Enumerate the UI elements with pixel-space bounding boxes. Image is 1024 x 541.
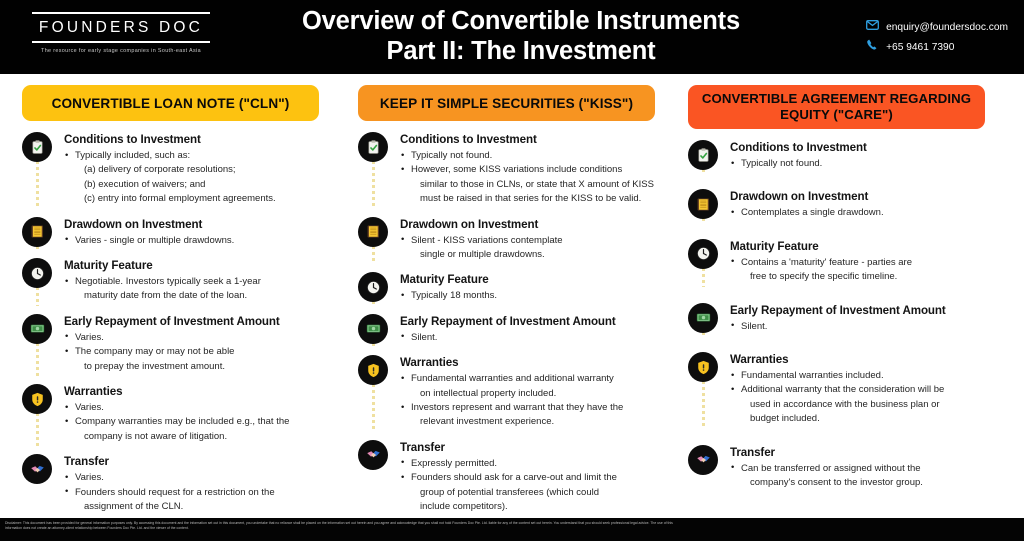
money-icon [22, 314, 52, 344]
timeline-rail [22, 257, 54, 304]
list-item-body [390, 131, 680, 207]
point: • Typically not found. [400, 149, 680, 163]
item-points [400, 149, 680, 207]
column-cln-items [22, 131, 340, 515]
point: assignment of the CLN. [84, 501, 184, 513]
item-title: Drawdown on Investment [400, 217, 539, 231]
point: • Fundamental warranties and additional warranty [400, 372, 680, 386]
list-item [22, 257, 340, 304]
timeline-connector [36, 161, 39, 209]
disclaimer-footer [0, 518, 1024, 541]
point: • Varies. [64, 471, 340, 485]
point: group of potential transferees (which could [420, 486, 600, 498]
item-title: Drawdown on Investment [64, 217, 203, 231]
list-item-body [390, 313, 680, 345]
point: (c) entry into formal employment agreements. [84, 193, 276, 205]
brand-name: FOUNDERS DOC [38, 19, 204, 36]
ledger-book-icon [358, 217, 388, 247]
list-item [358, 313, 680, 345]
point: company's consent to the investor group. [750, 477, 923, 489]
point: include competitors). [420, 501, 508, 513]
page-header [0, 0, 1024, 74]
clock-icon [688, 239, 718, 269]
column-care-header-line1: CONVERTIBLE AGREEMENT REGARDING [701, 91, 972, 106]
timeline-rail [22, 216, 54, 248]
handshake-icon [688, 445, 718, 475]
point: • Silent. [730, 320, 1024, 334]
item-title: Transfer [64, 455, 109, 469]
timeline-rail [688, 444, 720, 491]
point: on intellectual property included. [420, 387, 557, 399]
point: • Negotiable. Investors typically seek a 1-year [64, 275, 340, 289]
list-item-body [720, 302, 1024, 334]
timeline-connector [372, 384, 375, 432]
list-item [22, 313, 340, 374]
item-points [730, 206, 1024, 220]
page-title [236, 6, 806, 66]
column-care-header [688, 85, 985, 129]
contact-phone-text: +65 9461 7390 [886, 42, 955, 53]
list-item [688, 302, 1024, 334]
item-points [730, 256, 1024, 285]
list-item [22, 216, 340, 248]
timeline-connector [372, 246, 375, 265]
point: • Typically included, such as: [64, 149, 340, 163]
timeline-rail [688, 351, 720, 427]
item-title: Early Repayment of Investment Amount [64, 314, 280, 328]
item-title: Conditions to Investment [64, 133, 201, 146]
timeline-rail [22, 313, 54, 374]
column-cln [0, 85, 340, 518]
timeline-connector [372, 301, 375, 305]
point: • The company may or may not be able [64, 345, 340, 359]
point: • Company warranties may be included e.g., that the [64, 415, 340, 429]
item-title: Maturity Feature [64, 259, 153, 273]
list-item-body [54, 257, 340, 304]
list-item [688, 139, 1024, 171]
contact-block [866, 20, 1008, 60]
timeline-rail [358, 271, 390, 303]
clipboard-check-icon [22, 132, 52, 162]
list-item-body [54, 131, 340, 207]
column-kiss-header: KEEP IT SIMPLE SECURITIES ("KISS") [358, 85, 655, 121]
ledger-book-icon [688, 189, 718, 219]
point: • Founders should request for a restriction on the [64, 486, 340, 500]
item-points [64, 471, 340, 514]
list-item [358, 439, 680, 515]
item-points [400, 234, 680, 263]
timeline-connector [702, 268, 705, 287]
list-item [358, 354, 680, 430]
item-title: Warranties [730, 353, 789, 367]
list-item [688, 351, 1024, 427]
money-icon [688, 303, 718, 333]
brand-tagline: The resource for early stage companies in South-east Asia [41, 48, 201, 54]
list-item-body [720, 188, 1024, 220]
timeline-rail [22, 131, 54, 207]
column-cln-header: CONVERTIBLE LOAN NOTE ("CLN") [22, 85, 319, 121]
item-title: Warranties [400, 356, 459, 370]
brand-rule-bottom [32, 41, 210, 43]
shield-warning-icon [358, 355, 388, 385]
column-kiss [340, 85, 680, 518]
disclaimer-line2: information does not create an attorney-client relationship between Founders Doc Pte. Ltd. and the viewer of the content. [5, 526, 189, 531]
timeline-connector [372, 161, 375, 209]
item-title: Maturity Feature [400, 273, 489, 287]
list-item-body [54, 216, 340, 248]
item-title: Maturity Feature [730, 239, 819, 253]
timeline-connector [702, 381, 705, 429]
timeline-rail [358, 354, 390, 430]
timeline-rail [688, 302, 720, 334]
column-kiss-items [358, 131, 680, 515]
item-points [400, 372, 680, 430]
timeline-rail [688, 139, 720, 171]
point: • Silent - KISS variations contemplate [400, 234, 680, 248]
item-points [730, 462, 1024, 491]
columns-container [0, 74, 1024, 518]
point: single or multiple drawdowns. [420, 249, 545, 261]
ledger-book-icon [22, 217, 52, 247]
contact-email-text: enquiry@foundersdoc.com [886, 22, 1008, 33]
timeline-rail [688, 188, 720, 220]
item-title: Warranties [64, 385, 123, 399]
list-item [358, 271, 680, 303]
list-item [358, 131, 680, 207]
item-points [64, 234, 340, 248]
item-points [730, 320, 1024, 334]
column-care [680, 85, 1024, 518]
timeline-connector [702, 218, 705, 222]
point: • Fundamental warranties included. [730, 369, 1024, 383]
timeline-rail [22, 453, 54, 514]
handshake-icon [358, 440, 388, 470]
list-item [22, 131, 340, 207]
point: • Contains a 'maturity' feature - parties are [730, 256, 1024, 270]
point: similar to those in CLNs, or state that X amount of KISS [420, 178, 654, 190]
clock-icon [22, 258, 52, 288]
timeline-rail [358, 439, 390, 515]
point: company is not aware of litigation. [84, 430, 228, 442]
point: • However, some KISS variations include conditions [400, 163, 680, 177]
point: (a) delivery of corporate resolutions; [84, 164, 236, 176]
timeline-rail [22, 383, 54, 444]
shield-warning-icon [688, 352, 718, 382]
point: relevant investment experience. [420, 416, 555, 428]
envelope-icon [866, 20, 879, 36]
list-item-body [720, 351, 1024, 427]
column-care-header-line2: EQUITY ("CARE") [780, 107, 893, 122]
timeline-rail [358, 313, 390, 345]
point: must be raised in that series for the KISS to be valid. [420, 193, 642, 205]
list-item [358, 216, 680, 263]
column-care-items [688, 139, 1024, 490]
item-title: Transfer [730, 445, 775, 459]
point: • Can be transferred or assigned without the [730, 462, 1024, 476]
phone-icon [866, 39, 879, 57]
point: • Silent. [400, 331, 680, 345]
disclaimer-line1: Disclaimer: This document has been provided for general information purposes only. By accessing this document and the information set out in this document, you undertake that no reliance shall be placed on the information set out herein and you agree and acknowledge that you shall not hold Founders Doc Pte. Ltd. liable for any of the content set out herein. You understand that you should seek professional legal advice. The use of this [5, 521, 673, 525]
item-points [730, 369, 1024, 427]
point: to prepay the investment amount. [84, 360, 225, 372]
item-points [64, 275, 340, 304]
item-points [64, 149, 340, 207]
clipboard-check-icon [358, 132, 388, 162]
point: free to specify the specific timeline. [750, 271, 898, 283]
item-points [400, 331, 680, 345]
timeline-rail [358, 131, 390, 207]
list-item-body [720, 444, 1024, 491]
timeline-connector [36, 413, 39, 446]
list-item [22, 383, 340, 444]
point: • Typically not found. [730, 157, 1024, 171]
list-item-body [720, 139, 1024, 171]
list-item-body [54, 313, 340, 374]
page-title-line2: Part II: The Investment [386, 37, 656, 65]
item-points [400, 457, 680, 515]
money-icon [358, 314, 388, 344]
item-points [64, 401, 340, 444]
point: • Varies - single or multiple drawdowns. [64, 234, 340, 248]
brand-logo [26, 12, 216, 54]
contact-phone[interactable] [866, 39, 1008, 57]
item-title: Transfer [400, 440, 445, 454]
point: • Founders should ask for a carve-out and limit the [400, 471, 680, 485]
page-title-line1: Overview of Convertible Instruments [302, 7, 740, 35]
item-points [730, 157, 1024, 171]
list-item-body [390, 271, 680, 303]
list-item-body [390, 354, 680, 430]
shield-warning-icon [22, 384, 52, 414]
item-title: Early Repayment of Investment Amount [400, 314, 616, 328]
list-item-body [390, 216, 680, 263]
point: used in accordance with the business plan or [750, 398, 940, 410]
clock-icon [358, 272, 388, 302]
point: • Contemplates a single drawdown. [730, 206, 1024, 220]
contact-email[interactable] [866, 20, 1008, 36]
timeline-rail [688, 238, 720, 285]
point: budget included. [750, 413, 820, 425]
list-item-body [54, 453, 340, 514]
point: • Additional warranty that the consideration will be [730, 383, 1024, 397]
item-points [400, 289, 680, 303]
item-title: Early Repayment of Investment Amount [730, 303, 946, 317]
list-item [688, 188, 1024, 220]
point: • Expressly permitted. [400, 457, 680, 471]
item-title: Conditions to Investment [730, 141, 867, 154]
item-title: Conditions to Investment [400, 133, 537, 146]
point: (b) execution of waivers; and [84, 178, 206, 190]
point: • Typically 18 months. [400, 289, 680, 303]
point: • Varies. [64, 331, 340, 345]
handshake-icon [22, 454, 52, 484]
timeline-connector [36, 287, 39, 306]
list-item [22, 453, 340, 514]
clipboard-check-icon [688, 140, 718, 170]
timeline-rail [358, 216, 390, 263]
item-title: Drawdown on Investment [730, 190, 869, 204]
point: • Investors represent and warrant that they have the [400, 401, 680, 415]
list-item [688, 444, 1024, 491]
timeline-connector [36, 343, 39, 376]
item-points [64, 331, 340, 374]
list-item-body [720, 238, 1024, 285]
list-item-body [390, 439, 680, 515]
point: • Varies. [64, 401, 340, 415]
list-item-body [54, 383, 340, 444]
list-item [688, 238, 1024, 285]
point: maturity date from the date of the loan. [84, 290, 248, 302]
